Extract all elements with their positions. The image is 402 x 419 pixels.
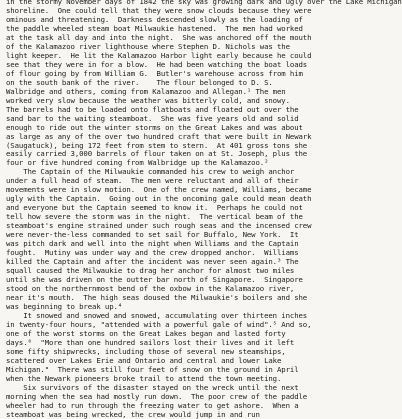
text-line: at the task all day and into the night. She was anchored off the mouth	[6, 32, 312, 42]
text-line: of the Kalamazoo river lighthouse where Stephen D. Nichols was the	[6, 41, 290, 51]
text-line: It snowed and snowed and snowed, accumulating over thirteen inches	[6, 310, 308, 320]
text-line: Michigan." There was still four feet of snow on the ground in April	[6, 364, 299, 374]
text-line: (Saugatuck), being 172 feet from stem to stern. At 401 gross tons she	[6, 140, 308, 150]
text-line: as large as any of the over two hundred craft that were built in Newark	[6, 131, 312, 141]
text-line: in twenty-four hours, "attended with a powerful gale of wind".⁵ And so,	[6, 319, 312, 329]
text-line: Walbridge and others, coming from Kalamazoo and Allegan.¹ The men	[6, 86, 286, 96]
text-line: four or five hundred coming from Walbridge up the Kalamazoo.²	[6, 158, 269, 168]
text-line: on the south bank of the river. The flour belonged to D. S.	[6, 77, 273, 87]
text-line: one of the worst storms on the Great Lakes began and lasted forty	[6, 328, 286, 338]
text-line: steamboat was being wrecked, the crew would jump in and run	[6, 409, 260, 419]
text-line: The Captain of the Milwaukie commanded his crew to weigh anchor	[6, 167, 295, 177]
text-line: and everyone but the Captain seemed to know it. Perhaps he could not	[6, 203, 303, 213]
text-line: near it's mouth. The high seas doused the Milwaukie's boilers and she	[6, 292, 308, 302]
text-line: movements were in slow motion. One of the crew named, Williams, became	[6, 185, 312, 195]
text-line: ugly with the Captain. Going out in the oncoming gale could mean death	[6, 194, 312, 204]
document-body	[6, 0, 402, 419]
text-line: The barrels had to be loaded onto flatboats and floated out over the	[6, 104, 299, 114]
text-line: enough to ride out the winter storms on the Great Lakes and was about	[6, 122, 303, 132]
text-line: shoreline. One could tell that they were snow clouds because they were	[6, 5, 312, 15]
text-line: see that they were in for a blow. He had been watching the boat loads	[6, 59, 308, 69]
text-line: squall caused the Milwaukie to drag her anchor for almost two miles	[6, 266, 295, 276]
text-line: was pitch dark and well into the night when Williams and the Captain	[6, 239, 299, 249]
text-line: scattered over Lakes Erie and Ontario and central and lower Lake	[6, 355, 282, 365]
text-line: in the stormy November days of 1842 the sky was growing dark and ugly over the Lake Michigan	[6, 0, 402, 6]
text-line: easily carried 3,000 barrels of flour taken on at St. Joseph, plus the	[6, 149, 308, 159]
text-line: some fifty shipwrecks, including those of several new steamships,	[6, 346, 286, 356]
text-line: fought. Mutiny was under way and the crew dropped anchor. Williams	[6, 248, 299, 258]
text-line: killed the Captain and after the incident was never seen again.³ The	[6, 257, 299, 267]
text-line: steamboat's engine strained under such rough seas and the incensed crew	[6, 221, 312, 231]
text-line: days.⁶ "More than one hundred sailors lost their lives and it left	[6, 337, 295, 347]
text-line: until she was driven on the outter bar north of Singapore. Singapore	[6, 275, 303, 285]
text-line: under a full head of steam. The men were reluctant and all of their	[6, 176, 299, 186]
text-line: worked very slow because the weather was bitterly cold, and snowy.	[6, 95, 290, 105]
text-line: light keeper. He lit the Kalamazoo Harbor light early because he could	[6, 50, 312, 60]
text-line: was beginning to break up.⁴	[6, 301, 123, 311]
text-line: Six survivors of the disaster stayed on the wreck until the next	[6, 382, 299, 392]
text-line: ominous and threatening. Darkness descended slowly as the loading of	[6, 14, 303, 24]
text-line: sand bar to the waiting steamboat. She was five years old and solid	[6, 113, 299, 123]
text-line: were never-the-less commanded to set sail for Buffalo, New York. It	[6, 230, 299, 240]
text-line: when the Newark pioneers broke trail to attend the town meeting.	[6, 373, 282, 383]
text-line: wheeler had to run through the freezing water to get ashore. When a	[6, 400, 299, 410]
text-line: the paddle wheeled steam boat Milwaukie hastened. The men had worked	[6, 23, 303, 33]
text-line: morning when the sea had mostly run down. The poor crew of the paddle	[6, 391, 308, 401]
text-line: of flour going by from William G. Butler's warehouse across from him	[6, 68, 303, 78]
text-line: stood on the northernmost bend of the oxbow in the Kalamazoo river,	[6, 284, 295, 293]
text-line: tell how severe the storm was in the night. The vertical beam of the	[6, 212, 303, 222]
